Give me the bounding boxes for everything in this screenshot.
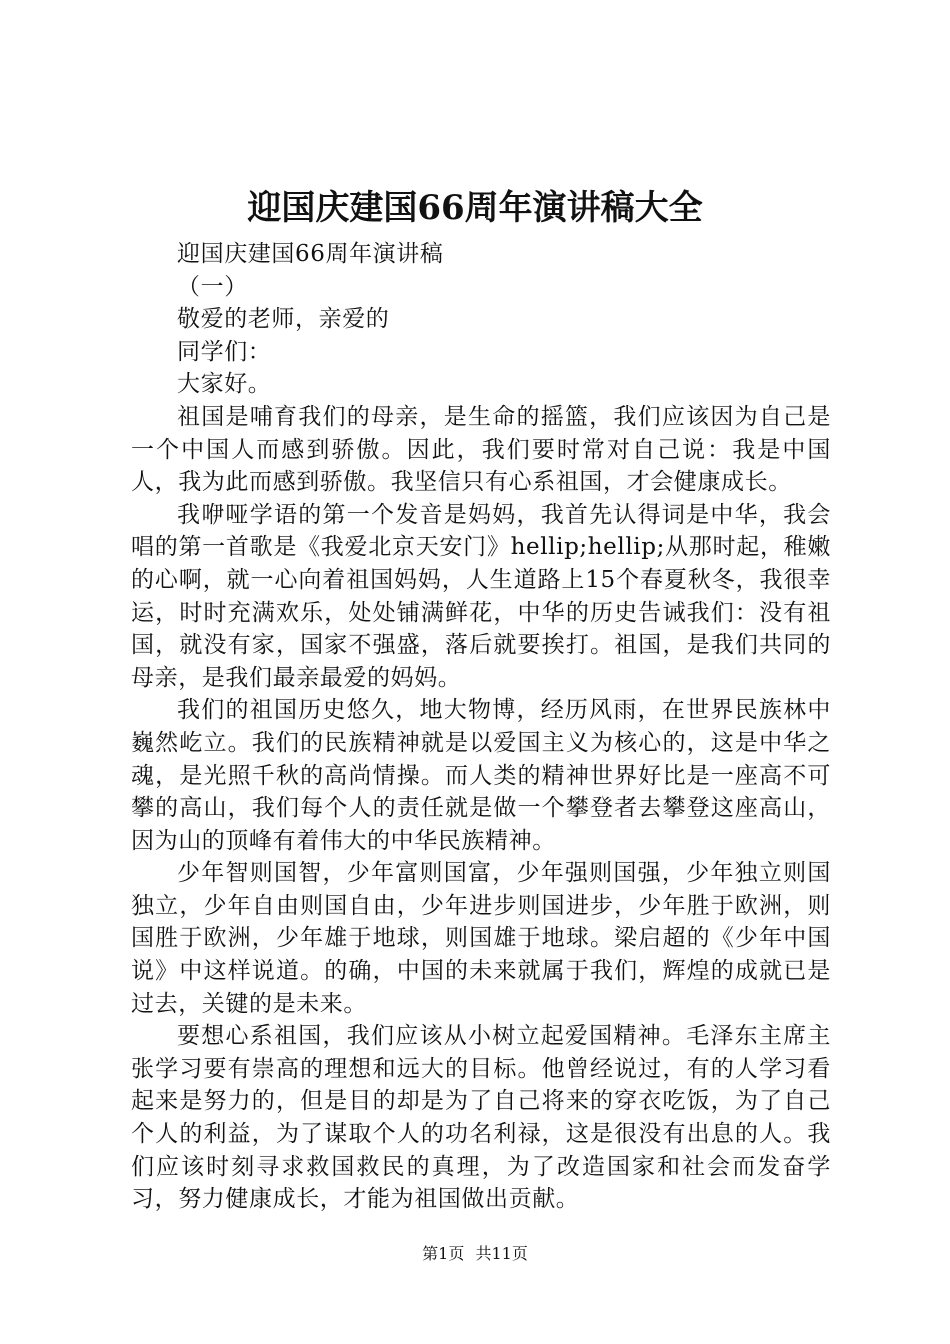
body-paragraph: 少年智则国智，少年富则国富，少年强则国强，少年独立则国独立，少年自由则国自由，少年进步则国进步，少年胜于欧洲，则国胜于欧洲，少年雄于地球，则国雄于地球。梁启超的《少年中国说》中这样说道。的确，中国的未来就属于我们，辉煌的成就已是过去，关键的是未来。 [131, 860, 831, 1017]
salutation-line: 敬爱的老师，亲爱的 [177, 306, 390, 333]
section-marker: （一） [177, 273, 248, 300]
page-total: 共11页 [475, 1244, 528, 1263]
greeting-line: 大家好。 [177, 371, 272, 398]
salutation-line: 同学们： [177, 338, 272, 365]
page-footer [0, 1243, 950, 1265]
body-paragraph: 我咿哑学语的第一个发音是妈妈，我首先认得词是中华，我会唱的第一首歌是《我爱北京天安门》hellip;hellip;从那时起，稚嫩的心啊，就一心向着祖国妈妈，人生道路上15个春夏秋冬，我很幸运，时时充满欢乐，处处铺满鲜花，中华的历史告诫我们：没有祖国，就没有家，国家不强盛，落后就要挨打。祖国，是我们共同的母亲，是我们最亲最爱的妈妈。 [131, 501, 831, 691]
document-body [131, 238, 831, 1216]
document-title: 迎国庆建国66周年演讲稿大全 [247, 188, 703, 228]
body-paragraph: 要想心系祖国，我们应该从小树立起爱国精神。毛泽东主席主张学习要有崇高的理想和远大的目标。他曾经说过，有的人学习看起来是努力的，但是目的却是为了自己将来的穿衣吃饭，为了自己个人的利益，为了谋取个人的功名利禄，这是很没有出息的人。我们应该时刻寻求救国救民的真理，为了改造国家和社会而发奋学习，努力健康成长，才能为祖国做出贡献。 [131, 1023, 831, 1213]
subtitle-line: 迎国庆建国66周年演讲稿 [177, 241, 444, 267]
body-paragraph: 我们的祖国历史悠久，地大物博，经历风雨，在世界民族林中巍然屹立。我们的民族精神就是以爱国主义为核心的，这是中华之魂，是光照千秋的高尚情操。而人类的精神世界好比是一座高不可攀的高山，我们每个人的责任就是做一个攀登者去攀登这座高山，因为山的顶峰有着伟大的中华民族精神。 [131, 697, 831, 854]
body-paragraph: 祖国是哺育我们的母亲，是生命的摇篮，我们应该因为自己是一个中国人而感到骄傲。因此，我们要时常对自己说：我是中国人，我为此而感到骄傲。我坚信只有心系祖国，才会健康成长。 [131, 403, 831, 496]
page-number: 第1页 [422, 1244, 465, 1263]
